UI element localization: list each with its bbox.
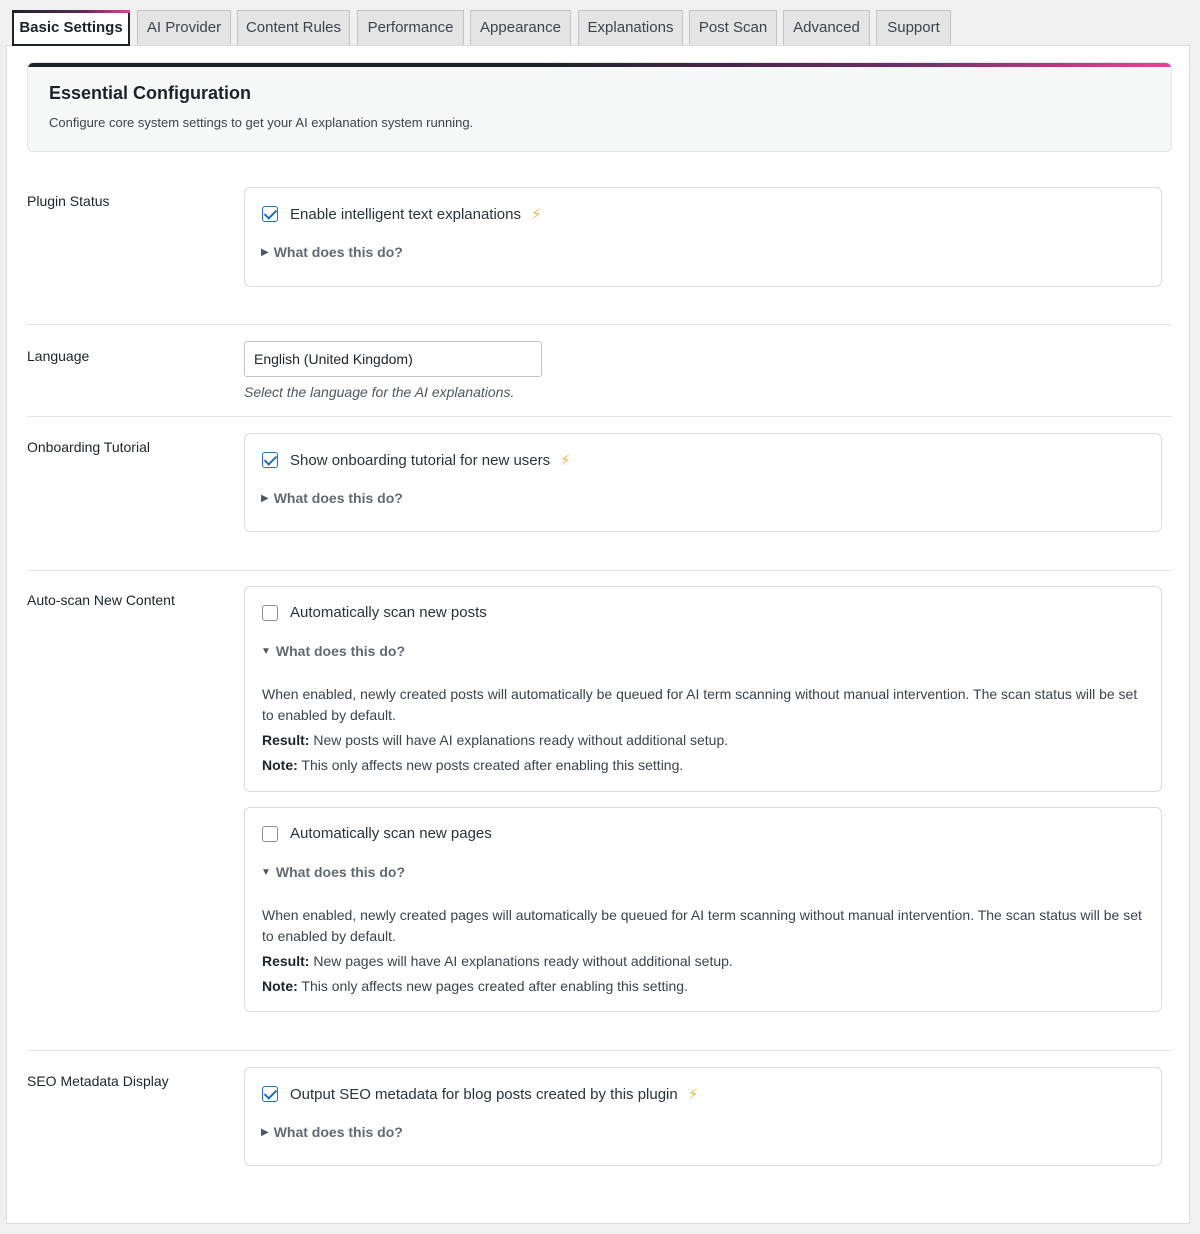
tab-label: Basic Settings [19,19,123,36]
result-label: Result: [262,732,310,748]
result-line [262,951,1152,972]
enable-explanations-checkbox[interactable] [262,206,278,222]
tab-explanations[interactable] [578,10,683,46]
plugin-status-card [244,187,1162,287]
seo-checkbox[interactable] [262,1086,278,1102]
onboarding-option[interactable] [262,451,571,469]
onboarding-checkbox[interactable] [262,452,278,468]
divider [27,570,1172,571]
toggle-label: What does this do? [275,864,406,880]
language-label: Language [27,348,90,364]
language-select[interactable]: English (United Kingdom) [244,341,542,377]
what-does-this-do-toggle[interactable] [261,490,403,506]
onboarding-label: Onboarding Tutorial [27,439,150,455]
seo-card [244,1067,1162,1166]
result-text: New pages will have AI explanations ready without additional setup. [309,953,733,969]
explanation-text: When enabled, newly created pages will automatically be queued for AI term scanning without manual intervention. The scan status will be set to enabled by default. [262,907,1142,944]
tab-label: Advanced [793,19,860,36]
result-label: Result: [262,953,310,969]
toggle-label: What does this do? [273,1124,403,1140]
checkbox-label: Automatically scan new pages [290,825,492,842]
what-does-this-do-toggle[interactable] [261,244,403,260]
what-does-this-do-toggle[interactable] [261,643,405,659]
tab-content-rules[interactable] [237,10,350,46]
toggle-label: What does this do? [273,244,403,260]
checkbox-label: Enable intelligent text explanations [290,205,521,223]
plugin-status-option[interactable] [262,205,542,223]
toggle-label: What does this do? [273,490,403,506]
tab-post-scan[interactable] [689,10,777,46]
triangle-right-icon: ▶ [261,246,269,258]
triangle-right-icon: ▶ [261,1126,269,1138]
section-description: Configure core system settings to get your AI explanation system running. [49,115,474,130]
autoscan-label: Auto-scan New Content [27,592,175,608]
tab-appearance[interactable] [470,10,571,46]
tab-ai-provider[interactable] [137,10,231,46]
seo-label: SEO Metadata Display [27,1073,169,1089]
note-line [262,755,1152,776]
result-text: New posts will have AI explanations ready without additional setup. [309,732,729,748]
plugin-status-label: Plugin Status [27,193,110,209]
tab-label: Explanations [587,19,674,36]
explanation-text: When enabled, newly created posts will automatically be queued for AI term scanning without manual intervention. The scan status will be set to enabled by default. [262,686,1138,723]
autoscan-posts-checkbox[interactable] [262,605,278,621]
note-label: Note: [262,978,298,994]
bolt-icon: ⚡ [560,452,571,469]
tab-label: Appearance [480,19,561,36]
note-text: This only affects new pages created after enabling this setting. [297,978,688,994]
tab-label: AI Provider [146,19,222,36]
triangle-down-icon: ▼ [261,866,271,878]
tab-label: Post Scan [698,19,768,36]
what-does-this-do-toggle[interactable] [261,1124,403,1140]
divider [27,324,1172,325]
hero-accent-bar [28,63,1171,67]
tab-support[interactable] [876,10,951,46]
triangle-right-icon: ▶ [261,492,269,504]
autoscan-posts-card [244,586,1162,792]
autoscan-pages-explanation [262,905,1152,1001]
checkbox-label: Automatically scan new posts [290,604,487,621]
tab-active-accent [12,10,130,13]
autoscan-posts-option[interactable] [262,604,487,621]
triangle-down-icon: ▼ [261,645,271,657]
tab-performance[interactable] [357,10,464,46]
divider [27,416,1172,417]
autoscan-pages-card [244,807,1162,1012]
autoscan-pages-option[interactable] [262,825,492,842]
divider [27,1050,1172,1051]
note-text: This only affects new posts created after enabling this setting. [297,757,684,773]
autoscan-pages-checkbox[interactable] [262,826,278,842]
tab-label: Content Rules [245,19,342,36]
onboarding-card [244,433,1162,532]
result-line [262,730,1152,751]
settings-panel [6,45,1190,1224]
essential-configuration-box [27,62,1172,152]
section-title: Essential Configuration [49,83,252,103]
settings-tabs [0,10,1190,46]
tab-basic-settings[interactable] [12,10,130,46]
checkbox-label: Output SEO metadata for blog posts created by this plugin [290,1085,678,1103]
bolt-icon: ⚡ [687,1086,699,1103]
bolt-icon: ⚡ [531,206,542,223]
language-hint: Select the language for the AI explanations. [244,384,515,400]
tab-label: Support [887,19,940,36]
seo-option[interactable] [262,1085,698,1103]
tab-label: Performance [367,19,454,36]
note-line [262,976,1152,997]
toggle-label: What does this do? [275,643,406,659]
what-does-this-do-toggle[interactable] [261,864,405,880]
tab-advanced[interactable] [783,10,870,46]
autoscan-posts-explanation [262,684,1152,780]
checkbox-label: Show onboarding tutorial for new users [290,451,551,469]
note-label: Note: [262,757,298,773]
